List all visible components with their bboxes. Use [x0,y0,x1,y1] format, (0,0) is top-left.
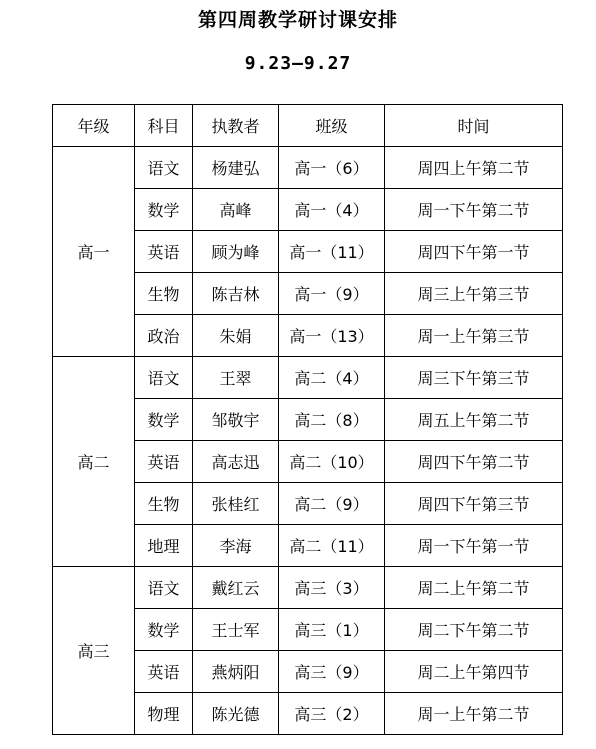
teacher-cell: 李海 [193,525,279,567]
class-cell: 高三（3） [279,567,385,609]
class-cell: 高二（4） [279,357,385,399]
teacher-cell: 朱娟 [193,315,279,357]
grade-cell: 高三 [53,567,135,735]
time-cell: 周四下午第一节 [385,231,563,273]
time-cell: 周三上午第三节 [385,273,563,315]
class-cell: 高三（1） [279,609,385,651]
table-row [53,357,563,399]
date-range: 9.23—9.27 [244,53,352,74]
class-cell: 高一（13） [279,315,385,357]
class-cell: 高三（2） [279,693,385,735]
time-cell: 周三下午第三节 [385,357,563,399]
time-cell: 周二上午第四节 [385,651,563,693]
subject-cell: 语文 [135,147,193,189]
class-cell: 高二（9） [279,483,385,525]
header-row [53,105,563,147]
time-cell: 周一下午第一节 [385,525,563,567]
teacher-cell: 高峰 [193,189,279,231]
class-cell: 高三（9） [279,651,385,693]
teacher-cell: 王翠 [193,357,279,399]
time-cell: 周四下午第二节 [385,441,563,483]
teacher-cell: 燕炳阳 [193,651,279,693]
header-teacher: 执教者 [193,105,279,147]
page-title: 第四周教学研讨课安排 [197,9,398,31]
class-cell: 高一（4） [279,189,385,231]
subject-cell: 生物 [135,273,193,315]
subject-cell: 数学 [135,399,193,441]
subject-cell: 英语 [135,441,193,483]
teacher-cell: 王士军 [193,609,279,651]
teacher-cell: 顾为峰 [193,231,279,273]
teacher-cell: 张桂红 [193,483,279,525]
teacher-cell: 杨建弘 [193,147,279,189]
header-grade: 年级 [53,105,135,147]
header-time: 时间 [385,105,563,147]
time-cell: 周一上午第三节 [385,315,563,357]
time-cell: 周二上午第二节 [385,567,563,609]
subject-cell: 英语 [135,231,193,273]
class-cell: 高一（9） [279,273,385,315]
time-cell: 周一上午第二节 [385,693,563,735]
teacher-cell: 陈吉林 [193,273,279,315]
teacher-cell: 戴红云 [193,567,279,609]
time-cell: 周一下午第二节 [385,189,563,231]
subject-cell: 政治 [135,315,193,357]
header-class: 班级 [279,105,385,147]
table-row [53,567,563,609]
time-cell: 周五上午第二节 [385,399,563,441]
grade-cell: 高二 [53,357,135,567]
subject-cell: 语文 [135,567,193,609]
grade-cell: 高一 [53,147,135,357]
time-cell: 周四上午第二节 [385,147,563,189]
subject-cell: 数学 [135,189,193,231]
class-cell: 高二（10） [279,441,385,483]
table-row [53,147,563,189]
time-cell: 周四下午第三节 [385,483,563,525]
subject-cell: 物理 [135,693,193,735]
class-cell: 高二（11） [279,525,385,567]
teacher-cell: 陈光德 [193,693,279,735]
class-cell: 高一（6） [279,147,385,189]
subject-cell: 英语 [135,651,193,693]
subject-cell: 地理 [135,525,193,567]
subject-cell: 语文 [135,357,193,399]
time-cell: 周二下午第二节 [385,609,563,651]
class-cell: 高二（8） [279,399,385,441]
schedule-table [52,104,563,735]
table-body [53,147,563,735]
header-subject: 科目 [135,105,193,147]
teacher-cell: 高志迅 [193,441,279,483]
table-header [53,105,563,147]
subject-cell: 生物 [135,483,193,525]
class-cell: 高一（11） [279,231,385,273]
subject-cell: 数学 [135,609,193,651]
teacher-cell: 邹敬宇 [193,399,279,441]
